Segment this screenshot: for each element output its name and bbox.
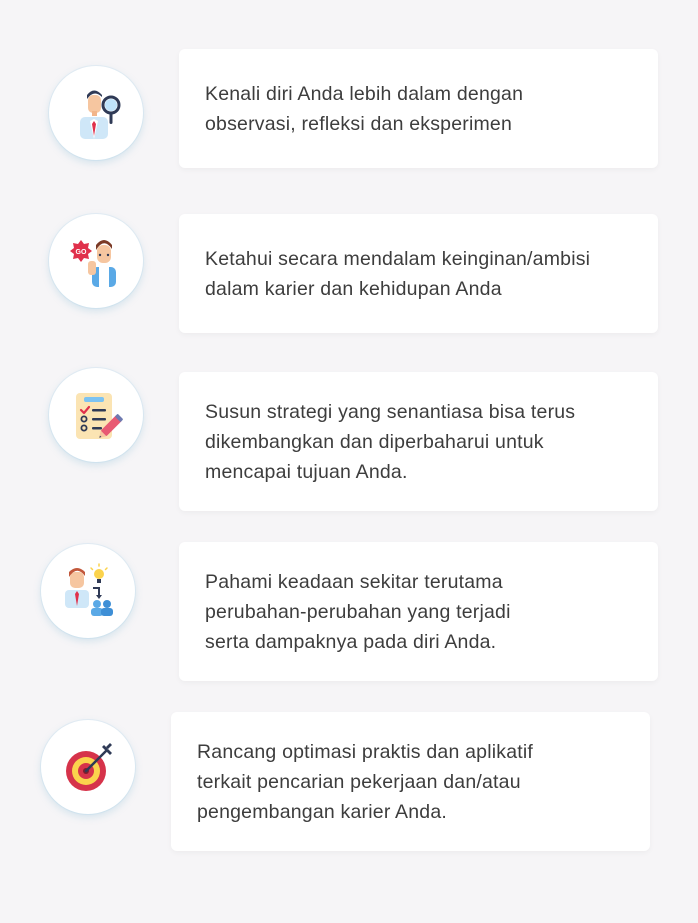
step-5-card bbox=[171, 712, 650, 851]
step-1-card bbox=[179, 49, 658, 168]
step-3-line-2: dikembangkan dan diperbaharui untuk bbox=[205, 430, 544, 453]
step-3-line-3: mencapai tujuan Anda. bbox=[205, 460, 408, 483]
step-4-icon-circle bbox=[41, 544, 135, 638]
person-magnifier-icon bbox=[66, 83, 126, 143]
people-idea-icon bbox=[57, 560, 119, 622]
step-2-icon-circle bbox=[49, 214, 143, 308]
step-4-line-1: Pahami keadaan sekitar terutama bbox=[205, 570, 503, 593]
checklist-pencil-icon bbox=[66, 385, 126, 445]
step-5-icon-circle bbox=[41, 720, 135, 814]
step-4-line-2: perubahan-perubahan yang terjadi bbox=[205, 600, 511, 623]
person-go-sign-icon bbox=[66, 231, 126, 291]
step-5-line-3: pengembangan karier Anda. bbox=[197, 800, 448, 823]
svg-text:GO: GO bbox=[75, 249, 87, 256]
step-1-line-1: Kenali diri Anda lebih dalam dengan bbox=[205, 82, 524, 105]
step-3-icon-circle bbox=[49, 368, 143, 462]
step-5-line-1: Rancang optimasi praktis dan aplikatif bbox=[197, 740, 534, 763]
step-1-icon-circle bbox=[49, 66, 143, 160]
step-5-line-2: terkait pencarian pekerjaan dan/atau bbox=[197, 770, 521, 793]
step-1-text bbox=[205, 79, 523, 139]
target-arrow-icon bbox=[58, 737, 118, 797]
step-3-text bbox=[205, 397, 575, 487]
step-4-text bbox=[205, 567, 511, 657]
step-2-text bbox=[205, 244, 590, 304]
step-1-line-2: observasi, refleksi dan eksperimen bbox=[205, 112, 513, 135]
step-5-text bbox=[197, 737, 533, 827]
step-4-card bbox=[179, 542, 658, 681]
step-2-line-1: Ketahui secara mendalam keinginan/ambisi bbox=[205, 247, 591, 270]
step-2-card bbox=[179, 214, 658, 333]
step-4-line-3: serta dampaknya pada diri Anda. bbox=[205, 630, 497, 653]
step-3-card bbox=[179, 372, 658, 511]
step-3-line-1: Susun strategi yang senantiasa bisa terus bbox=[205, 400, 576, 423]
step-2-line-2: dalam karier dan kehidupan Anda bbox=[205, 277, 502, 300]
